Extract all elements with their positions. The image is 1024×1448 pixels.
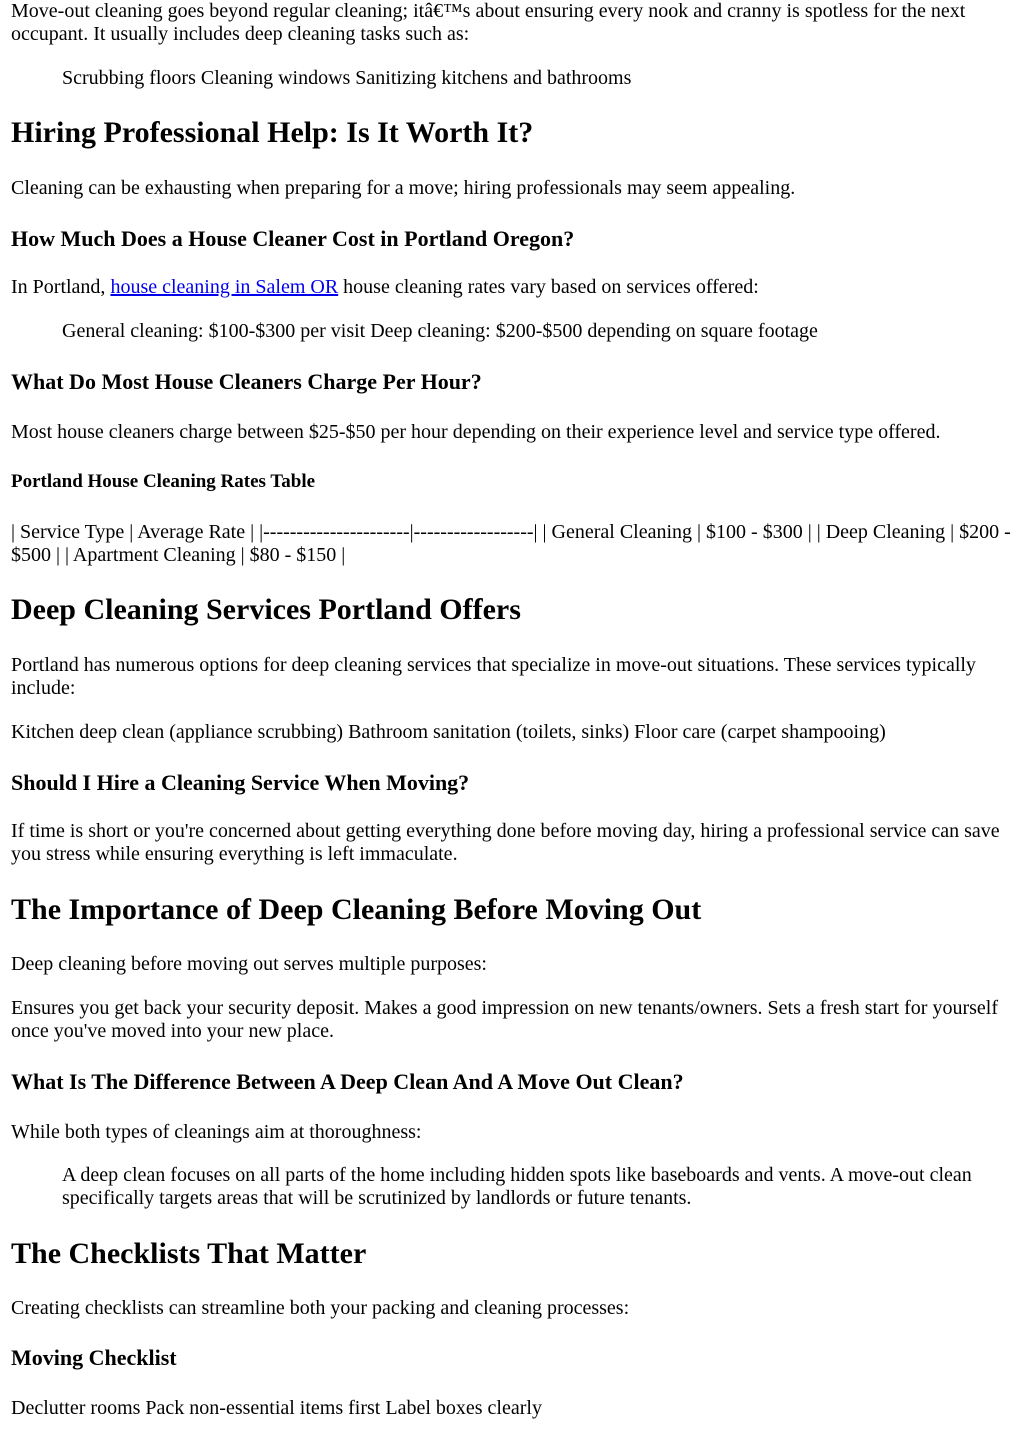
paragraph-cost-before: In Portland,: [11, 276, 111, 298]
heading-cost-portland: How Much Does a House Cleaner Cost in Portland Oregon?: [11, 226, 575, 251]
heading-checklists: The Checklists That Matter: [11, 1237, 367, 1270]
heading-moving-checklist: Moving Checklist: [11, 1345, 177, 1370]
paragraph-cost-after: house cleaning rates vary based on services offered:: [338, 276, 759, 298]
heading-hire-when-moving: Should I Hire a Cleaning Service When Moving?: [11, 770, 470, 795]
paragraph-deep-vs-moveout: While both types of cleanings aim at thoroughness:: [11, 1121, 422, 1143]
paragraph-moveout-intro: Move-out cleaning goes beyond regular cleaning; itâ€™s about ensuring every nook and cranny is spotless for the next occupant. It usually includes deep cleaning tasks such as:: [11, 0, 966, 45]
paragraph-hire-when-moving: If time is short or you're concerned about getting everything done before moving day, hiring a professional service can save you stress while ensuring everything is left immaculate.: [11, 820, 1000, 865]
paragraph-importance: Deep cleaning before moving out serves multiple purposes:: [11, 953, 487, 975]
list-cost-rates: General cleaning: $100-$300 per visit Deep cleaning: $200-$500 depending on square footage: [62, 320, 818, 342]
paragraph-cost: [11, 276, 1013, 299]
paragraph-importance-list: Ensures you get back your security deposit. Makes a good impression on new tenants/owners. Sets a fresh start for yourself once you've moved into your new place.: [11, 997, 999, 1042]
paragraph-deep-cleaning: Portland has numerous options for deep cleaning services that specialize in move-out situations. These services typically include:: [11, 654, 976, 699]
heading-deep-cleaning-services: Deep Cleaning Services Portland Offers: [11, 593, 521, 626]
heading-importance-deep-cleaning: The Importance of Deep Cleaning Before Moving Out: [11, 893, 702, 926]
paragraph-moving-checklist: Declutter rooms Pack non-essential items first Label boxes clearly: [11, 1397, 542, 1419]
paragraph-charge-per-hour: Most house cleaners charge between $25-$50 per hour depending on their experience level and service type offered.: [11, 421, 941, 443]
heading-deep-vs-moveout: What Is The Difference Between A Deep Clean And A Move Out Clean?: [11, 1069, 684, 1094]
heading-hiring-professional: Hiring Professional Help: Is It Worth It?: [11, 116, 534, 149]
paragraph-rates-table: | Service Type | Average Rate | |----------------------|------------------| | General Cleaning | $100 - $300 | | Deep Cleaning | $200 - $500 | | Apartment Cleaning | $80 - $150 |: [11, 521, 1011, 566]
paragraph-hiring: Cleaning can be exhausting when preparing for a move; hiring professionals may seem appealing.: [11, 177, 796, 199]
list-moveout-tasks: Scrubbing floors Cleaning windows Sanitizing kitchens and bathrooms: [62, 67, 632, 89]
house-cleaning-salem-link[interactable]: house cleaning in Salem OR: [110, 276, 339, 298]
paragraph-checklists: Creating checklists can streamline both your packing and cleaning processes:: [11, 1297, 630, 1319]
heading-rates-table: Portland House Cleaning Rates Table: [11, 471, 316, 492]
paragraph-deep-cleaning-list: Kitchen deep clean (appliance scrubbing) Bathroom sanitation (toilets, sinks) Floor care (carpet shampooing): [11, 721, 886, 743]
heading-charge-per-hour: What Do Most House Cleaners Charge Per Hour?: [11, 369, 482, 394]
list-deep-vs-moveout: A deep clean focuses on all parts of the home including hidden spots like baseboards and vents. A move-out clean specifically targets areas that will be scrutinized by landlords or future tenants.: [62, 1164, 972, 1209]
